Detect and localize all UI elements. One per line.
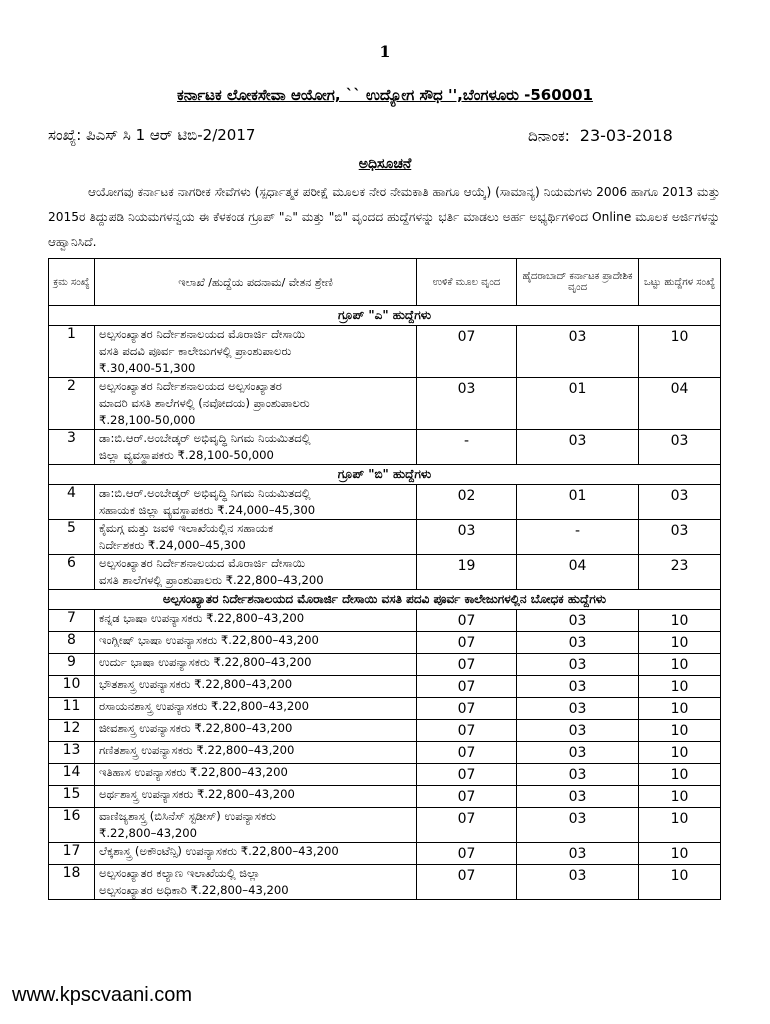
post-description-line: ಅಲ್ಪಸಂಖ್ಯಾತರ ಅಧಿಕಾರಿ ₹.22,800–43,200 bbox=[99, 883, 289, 897]
notification-title: ಅಧಿಸೂಚನೆ bbox=[358, 156, 412, 172]
serial-number-cell: 10 bbox=[49, 676, 95, 698]
table-row bbox=[49, 676, 721, 698]
post-description-line: ಜೀವಶಾಸ್ತ್ರ ಉಪನ್ಯಾಸಕರು ₹.22,800–43,200 bbox=[99, 721, 293, 735]
post-description-line: ಅಲ್ಪಸಂಖ್ಯಾತರ ನಿರ್ದೇಶನಾಲಯದ ಮೊರಾರ್ಜಿ ದೇಸಾಯಿ bbox=[99, 556, 306, 570]
group-heading-row bbox=[49, 465, 721, 485]
organization-heading: ಕರ್ನಾಟಕ ಲೋಕಸೇವಾ ಆಯೋಗ, `` ಉದ್ಯೋಗ ಸೌಧ '',ಬೆಂಗಳೂರು -560001 bbox=[177, 86, 593, 104]
post-description-cell bbox=[95, 430, 417, 465]
table-row bbox=[49, 654, 721, 676]
post-description-cell bbox=[95, 742, 417, 764]
table-row bbox=[49, 808, 721, 843]
serial-number-cell: 1 bbox=[49, 326, 95, 378]
total-posts-cell: 10 bbox=[639, 865, 721, 900]
serial-number-cell: 5 bbox=[49, 520, 95, 555]
group-heading-row bbox=[49, 306, 721, 326]
post-description-line: ಅಲ್ಪಸಂಖ್ಯಾತರ ನಿರ್ದೇಶನಾಲಯದ ಮೊರಾರ್ಜಿ ದೇಸಾಯಿ bbox=[99, 327, 306, 341]
table-row bbox=[49, 485, 721, 520]
post-description-line: ಉರ್ದು ಭಾಷಾ ಉಪನ್ಯಾಸಕರು ₹.22,800–43,200 bbox=[99, 655, 312, 669]
residual-cadre-cell: 07 bbox=[417, 676, 517, 698]
table-row bbox=[49, 326, 721, 378]
post-description-line: ಅಲ್ಪಸಂಖ್ಯಾತರ ಕಲ್ಯಾಣ ಇಲಾಖೆಯಲ್ಲಿ ಜಿಲ್ಲಾ bbox=[99, 866, 261, 880]
post-description-cell bbox=[95, 865, 417, 900]
total-posts-cell: 10 bbox=[639, 676, 721, 698]
table-row bbox=[49, 520, 721, 555]
hk-cadre-cell: - bbox=[517, 520, 639, 555]
post-description-line: ಲೆಕ್ಕಶಾಸ್ತ್ರ (ಅಕೌಂಟೆನ್ಸಿ) ಉಪನ್ಯಾಸಕರು ₹.22,800–43,200 bbox=[99, 844, 339, 858]
header-total: ಒಟ್ಟು ಹುದ್ದೆಗಳ ಸಂಖ್ಯೆ bbox=[639, 259, 721, 306]
serial-number-cell: 6 bbox=[49, 555, 95, 590]
hk-cadre-cell: 03 bbox=[517, 326, 639, 378]
post-description-cell bbox=[95, 786, 417, 808]
header-sl: ಕ್ರಮ ಸಂಖ್ಯೆ bbox=[49, 259, 95, 306]
residual-cadre-cell: 07 bbox=[417, 742, 517, 764]
serial-number-cell: 17 bbox=[49, 843, 95, 865]
post-description-line: ವಸತಿ ಪದವಿ ಪೂರ್ವ ಕಾಲೇಜುಗಳಲ್ಲಿ ಪ್ರಾಂಶುಪಾಲರು bbox=[99, 344, 292, 358]
table-row bbox=[49, 720, 721, 742]
residual-cadre-cell: 07 bbox=[417, 326, 517, 378]
post-description-line: ಭೌತಶಾಸ್ತ್ರ ಉಪನ್ಯಾಸಕರು ₹.22,800–43,200 bbox=[99, 677, 293, 691]
post-description-cell bbox=[95, 632, 417, 654]
post-description-cell bbox=[95, 720, 417, 742]
residual-cadre-cell: 19 bbox=[417, 555, 517, 590]
residual-cadre-cell: - bbox=[417, 430, 517, 465]
total-posts-cell: 23 bbox=[639, 555, 721, 590]
post-description-cell bbox=[95, 378, 417, 430]
post-description-line: ಜಿಲ್ಲಾ ವ್ಯವಸ್ಥಾಪಕರು ₹.28,100-50,000 bbox=[99, 448, 274, 462]
total-posts-cell: 10 bbox=[639, 610, 721, 632]
residual-cadre-cell: 07 bbox=[417, 764, 517, 786]
total-posts-cell: 03 bbox=[639, 485, 721, 520]
residual-cadre-cell: 02 bbox=[417, 485, 517, 520]
post-description-cell bbox=[95, 764, 417, 786]
page-number: 1 bbox=[379, 42, 391, 61]
post-description-line: ₹.28,100-50,000 bbox=[99, 413, 196, 427]
post-description-cell bbox=[95, 485, 417, 520]
residual-cadre-cell: 07 bbox=[417, 786, 517, 808]
table-row bbox=[49, 610, 721, 632]
serial-number-cell: 12 bbox=[49, 720, 95, 742]
post-description-line: ಕನ್ನಡ ಭಾಷಾ ಉಪನ್ಯಾಸಕರು ₹.22,800–43,200 bbox=[99, 611, 305, 625]
hk-cadre-cell: 03 bbox=[517, 610, 639, 632]
serial-number-cell: 9 bbox=[49, 654, 95, 676]
post-description-cell bbox=[95, 698, 417, 720]
table-row bbox=[49, 698, 721, 720]
post-description-line: ಗಣಿತಶಾಸ್ತ್ರ ಉಪನ್ಯಾಸಕರು ₹.22,800–43,200 bbox=[99, 743, 295, 757]
post-description-cell bbox=[95, 843, 417, 865]
table-row bbox=[49, 764, 721, 786]
hk-cadre-cell: 03 bbox=[517, 764, 639, 786]
group-heading: ಗ್ರೂಪ್ "ಎ" ಹುದ್ದೆಗಳು bbox=[49, 306, 721, 326]
vacancy-table bbox=[48, 258, 721, 900]
intro-paragraph: ಆಯೋಗವು ಕರ್ನಾಟಕ ನಾಗರೀಕ ಸೇವೆಗಳು (ಸ್ಪರ್ಧಾತ್ಮಕ ಪರೀಕ್ಷೆ ಮೂಲಕ ನೇರ ನೇಮಕಾತಿ ಹಾಗೂ ಆಯ್ಕೆ) (ಸಾಮಾನ್ಯ) ನಿಯಮಗಳು 2006 ಹಾಗೂ 2013 ಮತ್ತು 2015ರ ತಿದ್ದುಪಡಿ ನಿಯಮಗಳನ್ವಯ ಈ ಕೆಳಕಂಡ ಗ್ರೂಪ್ "ಎ" ಮತ್ತು "ಬಿ" ವೃಂದದ ಹುದ್ದೆಗಳನ್ನು ಭರ್ತಿ ಮಾಡಲು ಅರ್ಹ ಅಭ್ಯರ್ಥಿಗಳಿಂದ Online ಮೂಲಕ ಅರ್ಜಿಗಳನ್ನು ಆಹ್ವಾನಿಸಿದೆ. bbox=[48, 185, 720, 249]
serial-number-cell: 2 bbox=[49, 378, 95, 430]
post-description-line: ₹.22,800–43,200 bbox=[99, 826, 197, 840]
residual-cadre-cell: 07 bbox=[417, 720, 517, 742]
post-description-line: ವಸತಿ ಶಾಲೆಗಳಲ್ಲಿ ಪ್ರಾಂಶುಪಾಲರು ₹.22,800–43,200 bbox=[99, 573, 324, 587]
header-hk: ಹೈದರಾಬಾದ್ ಕರ್ನಾಟಕ ಪ್ರಾದೇಶಿಕ ವೃಂದ bbox=[517, 259, 639, 306]
hk-cadre-cell: 03 bbox=[517, 676, 639, 698]
table-body bbox=[49, 306, 721, 900]
date-label: ದಿನಾಂಕ: bbox=[528, 127, 570, 145]
hk-cadre-cell: 04 bbox=[517, 555, 639, 590]
serial-number-cell: 15 bbox=[49, 786, 95, 808]
total-posts-cell: 10 bbox=[639, 654, 721, 676]
table-row bbox=[49, 843, 721, 865]
total-posts-cell: 10 bbox=[639, 720, 721, 742]
table-row bbox=[49, 742, 721, 764]
serial-number-cell: 11 bbox=[49, 698, 95, 720]
residual-cadre-cell: 03 bbox=[417, 378, 517, 430]
total-posts-cell: 10 bbox=[639, 632, 721, 654]
post-description-line: ₹.30,400-51,300 bbox=[99, 361, 196, 375]
post-description-line: ವಾಣಿಜ್ಯಶಾಸ್ತ್ರ (ಬಿಸಿನೆಸ್ ಸ್ಟಡೀಸ್) ಉಪನ್ಯಾಸಕರು bbox=[99, 809, 276, 823]
serial-number-cell: 14 bbox=[49, 764, 95, 786]
date-line bbox=[528, 126, 673, 145]
table-row bbox=[49, 430, 721, 465]
group-heading-row bbox=[49, 590, 721, 610]
post-description-cell bbox=[95, 654, 417, 676]
serial-number-cell: 8 bbox=[49, 632, 95, 654]
post-description-cell bbox=[95, 326, 417, 378]
residual-cadre-cell: 03 bbox=[417, 520, 517, 555]
total-posts-cell: 10 bbox=[639, 808, 721, 843]
total-posts-cell: 10 bbox=[639, 786, 721, 808]
post-description-cell bbox=[95, 520, 417, 555]
serial-number-cell: 13 bbox=[49, 742, 95, 764]
total-posts-cell: 03 bbox=[639, 520, 721, 555]
table-row bbox=[49, 865, 721, 900]
date-value: 23-03-2018 bbox=[579, 126, 673, 145]
hk-cadre-cell: 03 bbox=[517, 632, 639, 654]
header-residual: ಉಳಿಕೆ ಮೂಲ ವೃಂದ bbox=[417, 259, 517, 306]
table-header-row bbox=[49, 259, 721, 306]
total-posts-cell: 10 bbox=[639, 843, 721, 865]
total-posts-cell: 10 bbox=[639, 764, 721, 786]
table-row bbox=[49, 378, 721, 430]
group-heading: ಗ್ರೂಪ್ "ಬಿ" ಹುದ್ದೆಗಳು bbox=[49, 465, 721, 485]
post-description-line: ಡಾ:ಬಿ.ಆರ್.ಅಂಬೇಡ್ಕರ್ ಅಭಿವೃದ್ಧಿ ನಿಗಮ ನಿಯಮಿತದಲ್ಲಿ bbox=[99, 431, 311, 445]
post-description-line: ನಿರ್ದೇಶಕರು ₹.24,000–45,300 bbox=[99, 538, 246, 552]
group-heading: ಅಲ್ಪಸಂಖ್ಯಾತರ ನಿರ್ದೇಶನಾಲಯದ ಮೊರಾರ್ಜಿ ದೇಸಾಯಿ ವಸತಿ ಪದವಿ ಪೂರ್ವ ಕಾಲೇಜುಗಳಲ್ಲಿನ ಬೋಧಕ ಹುದ್ದೆಗಳು bbox=[49, 590, 721, 610]
residual-cadre-cell: 07 bbox=[417, 654, 517, 676]
serial-number-cell: 18 bbox=[49, 865, 95, 900]
hk-cadre-cell: 03 bbox=[517, 843, 639, 865]
hk-cadre-cell: 03 bbox=[517, 742, 639, 764]
post-description-line: ರಸಾಯನಶಾಸ್ತ್ರ ಉಪನ್ಯಾಸಕರು ₹.22,800–43,200 bbox=[99, 699, 310, 713]
total-posts-cell: 10 bbox=[639, 698, 721, 720]
header-post: ಇಲಾಖೆ /ಹುದ್ದೆಯ ಪದನಾಮ/ ವೇತನ ಶ್ರೇಣಿ bbox=[95, 259, 417, 306]
hk-cadre-cell: 03 bbox=[517, 654, 639, 676]
hk-cadre-cell: 03 bbox=[517, 698, 639, 720]
total-posts-cell: 03 bbox=[639, 430, 721, 465]
post-description-cell bbox=[95, 555, 417, 590]
post-description-line: ಡಾ:ಬಿ.ಆರ್.ಅಂಬೇಡ್ಕರ್ ಅಭಿವೃದ್ಧಿ ನಿಗಮ ನಿಯಮಿತದಲ್ಲಿ bbox=[99, 486, 311, 500]
hk-cadre-cell: 03 bbox=[517, 720, 639, 742]
post-description-cell bbox=[95, 610, 417, 632]
serial-number-cell: 7 bbox=[49, 610, 95, 632]
serial-number-cell: 4 bbox=[49, 485, 95, 520]
total-posts-cell: 10 bbox=[639, 326, 721, 378]
reference-number: ಸಂಖ್ಯೆ: ಪಿಎಸ್ ಸಿ 1 ಆರ್ ಟಿಬಿ-2/2017 bbox=[48, 126, 256, 144]
residual-cadre-cell: 07 bbox=[417, 865, 517, 900]
residual-cadre-cell: 07 bbox=[417, 808, 517, 843]
post-description-line: ಇತಿಹಾಸ ಉಪನ್ಯಾಸಕರು ₹.22,800–43,200 bbox=[99, 765, 288, 779]
table-row bbox=[49, 555, 721, 590]
website-watermark: www.kpscvaani.com bbox=[12, 984, 193, 1006]
hk-cadre-cell: 03 bbox=[517, 786, 639, 808]
post-description-cell bbox=[95, 808, 417, 843]
residual-cadre-cell: 07 bbox=[417, 698, 517, 720]
serial-number-cell: 3 bbox=[49, 430, 95, 465]
hk-cadre-cell: 03 bbox=[517, 430, 639, 465]
hk-cadre-cell: 03 bbox=[517, 808, 639, 843]
post-description-line: ಕೈಮಗ್ಗ ಮತ್ತು ಜವಳಿ ಇಲಾಖೆಯಲ್ಲಿನ ಸಹಾಯಕ bbox=[99, 521, 274, 535]
residual-cadre-cell: 07 bbox=[417, 843, 517, 865]
post-description-line: ಅಲ್ಪಸಂಖ್ಯಾತರ ನಿರ್ದೇಶನಾಲಯದ ಅಲ್ಪಸಂಖ್ಯಾತರ bbox=[99, 379, 282, 393]
hk-cadre-cell: 01 bbox=[517, 485, 639, 520]
residual-cadre-cell: 07 bbox=[417, 610, 517, 632]
hk-cadre-cell: 01 bbox=[517, 378, 639, 430]
table-row bbox=[49, 786, 721, 808]
post-description-line: ಮಾದರಿ ವಸತಿ ಶಾಲೆಗಳಲ್ಲಿ (ನವೋದಯ) ಪ್ರಾಂಶುಪಾಲರು bbox=[99, 396, 310, 410]
table-row bbox=[49, 632, 721, 654]
serial-number-cell: 16 bbox=[49, 808, 95, 843]
post-description-line: ಸಹಾಯಕ ಜಿಲ್ಲಾ ವ್ಯವಸ್ಥಾಪಕರು ₹.24,000–45,300 bbox=[99, 503, 316, 517]
total-posts-cell: 04 bbox=[639, 378, 721, 430]
post-description-line: ಅರ್ಥಶಾಸ್ತ್ರ ಉಪನ್ಯಾಸಕರು ₹.22,800–43,200 bbox=[99, 787, 295, 801]
total-posts-cell: 10 bbox=[639, 742, 721, 764]
post-description-cell bbox=[95, 676, 417, 698]
hk-cadre-cell: 03 bbox=[517, 865, 639, 900]
post-description-line: ಇಂಗ್ಲೀಷ್ ಭಾಷಾ ಉಪನ್ಯಾಸಕರು ₹.22,800–43,200 bbox=[99, 633, 319, 647]
residual-cadre-cell: 07 bbox=[417, 632, 517, 654]
